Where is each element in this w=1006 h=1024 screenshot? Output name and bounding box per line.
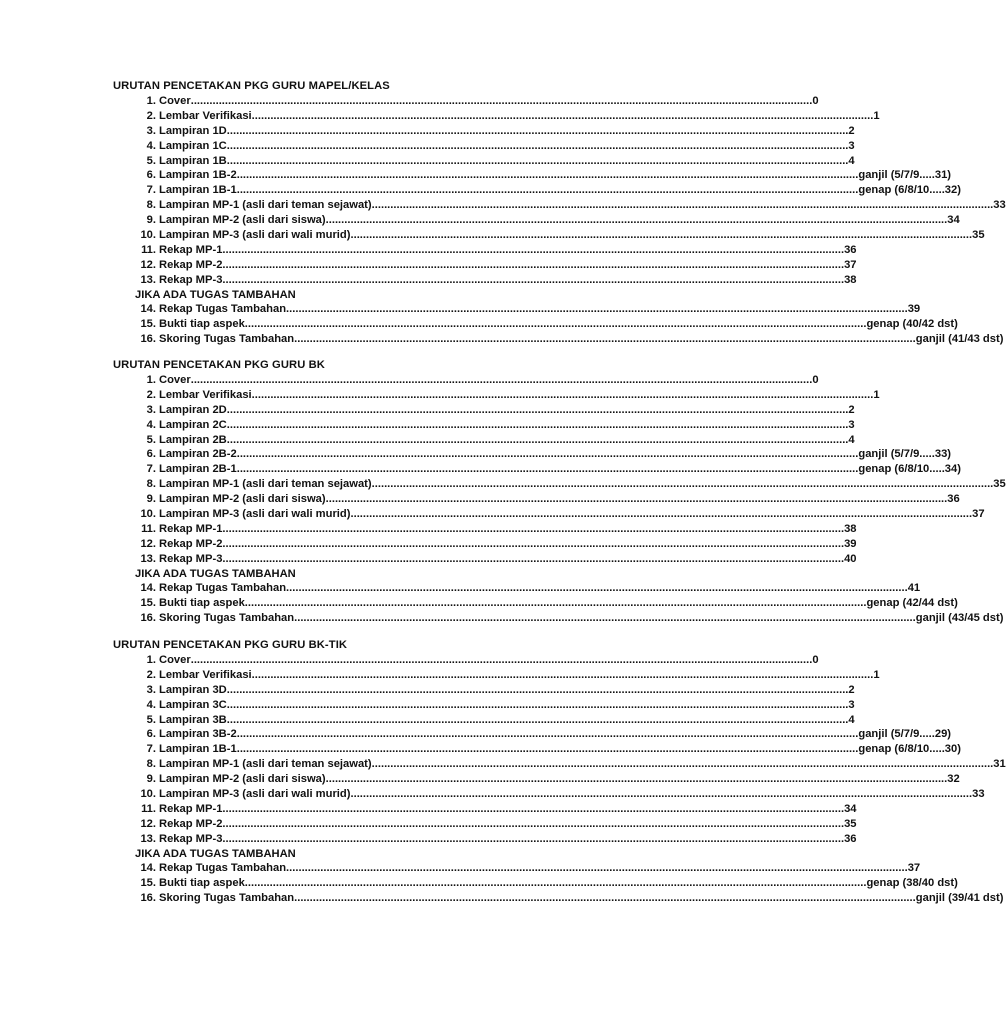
item-number: 2. [146, 388, 156, 401]
item-label: Lampiran MP-2 (asli dari siswa) [159, 493, 326, 506]
item-entry [159, 139, 855, 154]
dot-leader: ........................................................................................................................................................................................................ [244, 597, 867, 610]
item-label: Rekap MP-2 [159, 817, 223, 830]
item-entry [159, 742, 961, 757]
item-page-value: ganjil (39/41 dst) [915, 892, 1004, 905]
item-number: 15. [140, 318, 156, 331]
section-mapel-kelas [113, 79, 1006, 347]
item-entry [159, 757, 1006, 772]
item-label: Lampiran 2B [159, 433, 227, 446]
item-label: Lembar Verifikasi [159, 668, 252, 681]
dot-leader: ........................................................................................................................................................................................................ [226, 713, 849, 726]
dot-leader: ........................................................................................................................................................................................................ [236, 743, 859, 756]
item-page-value: ganjil (41/43 dst) [915, 333, 1004, 346]
item-entry [159, 213, 960, 228]
item-number: 4. [146, 418, 156, 431]
item-number: 6. [146, 169, 156, 182]
item-page-value: 34 [844, 802, 857, 815]
item-label: Rekap Tugas Tambahan [159, 582, 287, 595]
list-item [113, 817, 857, 832]
list-item [113, 462, 961, 477]
item-label: Rekap MP-1 [159, 522, 223, 535]
item-entry [159, 477, 1006, 492]
list-item [113, 183, 961, 198]
dot-leader: ........................................................................................................................................................................................................ [244, 318, 867, 331]
item-label: Rekap MP-3 [159, 552, 223, 565]
list-item [113, 668, 880, 683]
list-item [113, 198, 1006, 213]
dot-leader: ........................................................................................................................................................................................................ [251, 388, 874, 401]
item-entry [159, 433, 855, 448]
dot-leader: ........................................................................................................................................................................................................ [222, 802, 845, 815]
item-page-value: 38 [844, 273, 857, 286]
list-item [113, 683, 855, 698]
item-label: Skoring Tugas Tambahan [159, 612, 295, 625]
item-label: Rekap MP-1 [159, 802, 223, 815]
item-label: Lampiran 1B [159, 154, 227, 167]
item-entry [159, 668, 880, 683]
list-item [113, 124, 855, 139]
item-entry [159, 611, 1004, 626]
item-label: Lampiran 3B [159, 713, 227, 726]
item-page-value: 1 [873, 388, 880, 401]
list-item [113, 537, 857, 552]
item-label: Rekap MP-3 [159, 832, 223, 845]
list-item [113, 302, 921, 317]
item-page-value: ganjil (5/7/9.....31) [858, 169, 952, 182]
item-label: Lampiran 3D [159, 683, 227, 696]
section-bk-tik [113, 638, 1006, 906]
item-label: Lampiran 1C [159, 139, 227, 152]
item-number: 7. [146, 184, 156, 197]
dot-leader: ........................................................................................................................................................................................................ [294, 612, 916, 625]
list-item [113, 698, 855, 713]
item-number: 10. [140, 508, 156, 521]
item-number: 15. [140, 597, 156, 610]
item-number: 16. [140, 333, 156, 346]
item-number: 11. [141, 522, 156, 535]
item-label: Lampiran 3B-2 [159, 728, 237, 741]
list-item [113, 757, 1006, 772]
item-page-value: ganjil (5/7/9.....33) [858, 448, 952, 461]
item-label: Lampiran 2C [159, 418, 227, 431]
item-entry [159, 154, 855, 169]
dot-leader: ........................................................................................................................................................................................................ [325, 773, 948, 786]
item-number: 14. [140, 582, 156, 595]
item-entry [159, 317, 958, 332]
dot-leader: ........................................................................................................................................................................................................ [236, 184, 859, 197]
item-number: 16. [140, 892, 156, 905]
dot-leader: ........................................................................................................................................................................................................ [226, 683, 849, 696]
dot-leader: ........................................................................................................................................................................................................ [222, 832, 845, 845]
list-item [113, 332, 1004, 347]
item-number: 15. [140, 877, 156, 890]
item-page-value: 32 [947, 773, 960, 786]
dot-leader: ........................................................................................................................................................................................................ [350, 229, 973, 242]
item-page-value: 36 [844, 243, 857, 256]
item-number: 9. [146, 214, 156, 227]
item-label: Lampiran MP-3 (asli dari wali murid) [159, 788, 351, 801]
item-label: Lampiran 1D [159, 124, 227, 137]
item-page-value: 4 [848, 433, 855, 446]
item-label: Cover [159, 654, 191, 666]
dot-leader: ........................................................................................................................................................................................................ [294, 333, 916, 346]
item-page-value: 4 [848, 713, 855, 726]
dot-leader: ........................................................................................................................................................................................................ [236, 463, 859, 476]
item-entry [159, 198, 1006, 213]
item-page-value: 2 [848, 403, 855, 416]
dot-leader: ........................................................................................................................................................................................................ [236, 169, 859, 182]
dot-leader: ........................................................................................................................................................................................................ [325, 214, 948, 227]
item-page-value: 3 [848, 139, 855, 152]
list-item [113, 492, 960, 507]
dot-leader: ........................................................................................................................................................................................................ [371, 478, 994, 491]
item-number: 3. [146, 124, 156, 137]
item-page-value: 36 [947, 493, 960, 506]
item-number: 16. [140, 612, 156, 625]
item-number: 4. [146, 139, 156, 152]
item-number: 12. [140, 817, 156, 830]
list-item [113, 713, 855, 728]
list-item [113, 611, 1004, 626]
item-entry [159, 891, 1004, 906]
item-page-value: 37 [972, 508, 985, 521]
list-item [113, 418, 855, 433]
item-entry [159, 596, 958, 611]
section-bk [113, 358, 1006, 626]
item-label: Cover [159, 95, 191, 107]
item-entry [159, 94, 819, 109]
item-number: 12. [140, 537, 156, 550]
item-number: 10. [140, 229, 156, 242]
list-item [113, 403, 855, 418]
list-item [113, 653, 819, 668]
dot-leader: ........................................................................................................................................................................................................ [226, 154, 849, 167]
item-entry [159, 861, 921, 876]
item-label: Lampiran 2D [159, 403, 227, 416]
item-label: Lampiran MP-1 (asli dari teman sejawat) [159, 199, 372, 212]
item-label: Skoring Tugas Tambahan [159, 333, 295, 346]
item-entry [159, 302, 921, 317]
list-item [113, 477, 1006, 492]
item-number: 14. [140, 862, 156, 875]
dot-leader: ........................................................................................................................................................................................................ [350, 788, 973, 801]
item-page-value: 3 [848, 698, 855, 711]
dot-leader: ........................................................................................................................................................................................................ [371, 758, 994, 771]
item-number: 7. [146, 463, 156, 476]
item-number: 3. [146, 403, 156, 416]
list-item [113, 243, 857, 258]
list-item [113, 139, 855, 154]
item-entry [159, 683, 855, 698]
dot-leader: ........................................................................................................................................................................................................ [222, 817, 845, 830]
dot-leader: ........................................................................................................................................................................................................ [236, 728, 859, 741]
item-number: 13. [140, 832, 156, 845]
item-number: 2. [146, 109, 156, 122]
item-page-value: 41 [907, 582, 921, 595]
item-entry [159, 243, 857, 258]
dot-leader: ........................................................................................................................................................................................................ [226, 698, 849, 711]
item-entry [159, 698, 855, 713]
item-label: Skoring Tugas Tambahan [159, 892, 295, 905]
item-entry [159, 492, 960, 507]
item-label: Rekap MP-2 [159, 537, 223, 550]
item-entry [159, 653, 819, 668]
item-entry [159, 332, 1004, 347]
item-label: Lembar Verifikasi [159, 109, 252, 122]
item-number: 11. [141, 243, 156, 256]
subheading: JIKA ADA TUGAS TAMBAHAN [135, 288, 296, 301]
item-page-value: ganjil (43/45 dst) [915, 612, 1004, 625]
dot-leader: ........................................................................................................................................................................................................ [251, 668, 874, 681]
item-entry [159, 802, 857, 817]
dot-leader: ........................................................................................................................................................................................................ [236, 448, 859, 461]
item-label: Lampiran MP-3 (asli dari wali murid) [159, 229, 351, 242]
list-item [113, 522, 857, 537]
item-entry [159, 817, 857, 832]
list-item [113, 876, 958, 891]
item-number: 8. [146, 478, 156, 491]
item-page-value: 1 [873, 109, 880, 122]
list-item [113, 168, 952, 183]
item-number: 5. [146, 154, 156, 167]
dot-leader: ........................................................................................................................................................................................................ [190, 654, 813, 666]
list-item [113, 94, 819, 109]
list-item [113, 447, 952, 462]
dot-leader: ........................................................................................................................................................................................................ [222, 552, 845, 565]
dot-leader: ........................................................................................................................................................................................................ [190, 95, 813, 107]
list-item [113, 787, 985, 802]
item-page-value: 2 [848, 683, 855, 696]
dot-leader: ........................................................................................................................................................................................................ [226, 418, 849, 431]
item-label: Rekap MP-3 [159, 273, 223, 286]
item-number: 13. [140, 273, 156, 286]
dot-leader: ........................................................................................................................................................................................................ [325, 493, 948, 506]
item-entry [159, 462, 961, 477]
item-page-value: genap (40/42 dst) [866, 318, 958, 331]
item-label: Lampiran MP-2 (asli dari siswa) [159, 773, 326, 786]
item-number: 9. [146, 493, 156, 506]
item-entry [159, 168, 952, 183]
list-item [113, 388, 880, 403]
dot-leader: ........................................................................................................................................................................................................ [226, 124, 849, 137]
item-page-value: 39 [844, 537, 857, 550]
item-label: Lampiran 3C [159, 698, 227, 711]
subheading: JIKA ADA TUGAS TAMBAHAN [135, 847, 296, 860]
section-title: URUTAN PENCETAKAN PKG GURU BK-TIK [113, 639, 348, 651]
dot-leader: ........................................................................................................................................................................................................ [371, 199, 994, 212]
item-page-value: 0 [812, 654, 819, 666]
item-page-value: 1 [873, 668, 880, 681]
list-item [113, 727, 952, 742]
dot-leader: ........................................................................................................................................................................................................ [226, 139, 849, 152]
item-page-value: 4 [848, 154, 855, 167]
list-item [113, 891, 1004, 906]
item-number: 4. [146, 698, 156, 711]
item-page-value: 35 [972, 229, 985, 242]
item-entry [159, 373, 819, 388]
list-item [113, 772, 960, 787]
dot-leader: ........................................................................................................................................................................................................ [222, 522, 845, 535]
item-entry [159, 537, 857, 552]
item-page-value: 37 [844, 258, 857, 271]
item-number: 6. [146, 728, 156, 741]
item-page-value: 38 [844, 522, 857, 535]
list-item [113, 581, 921, 596]
item-page-value: 37 [907, 862, 921, 875]
item-page-value: 33 [972, 788, 985, 801]
list-item [113, 258, 857, 273]
section-title: URUTAN PENCETAKAN PKG GURU BK [113, 359, 325, 371]
list-item [113, 109, 880, 124]
item-page-value: 39 [907, 303, 921, 316]
item-entry [159, 228, 985, 243]
item-page-value: 35 [844, 817, 857, 830]
list-item [113, 507, 985, 522]
dot-leader: ........................................................................................................................................................................................................ [286, 862, 908, 875]
item-label: Lampiran MP-2 (asli dari siswa) [159, 214, 326, 227]
item-label: Rekap MP-1 [159, 243, 223, 256]
item-entry [159, 418, 855, 433]
item-label: Lampiran 1B-1 [159, 184, 237, 197]
item-page-value: genap (38/40 dst) [866, 877, 958, 890]
subheading: JIKA ADA TUGAS TAMBAHAN [135, 567, 296, 580]
dot-leader: ........................................................................................................................................................................................................ [222, 243, 845, 256]
dot-leader: ........................................................................................................................................................................................................ [190, 374, 813, 386]
item-label: Bukti tiap aspek [159, 318, 245, 331]
list-item [113, 596, 958, 611]
list-item [113, 802, 857, 817]
item-number: 12. [140, 258, 156, 271]
list-item [113, 154, 855, 169]
item-page-value: 0 [812, 374, 819, 386]
dot-leader: ........................................................................................................................................................................................................ [226, 403, 849, 416]
item-entry [159, 832, 857, 847]
dot-leader: ........................................................................................................................................................................................................ [226, 433, 849, 446]
item-number: 2. [146, 668, 156, 681]
item-label: Lampiran MP-3 (asli dari wali murid) [159, 508, 351, 521]
item-entry [159, 403, 855, 418]
list-item [113, 317, 958, 332]
item-page-value: 0 [812, 95, 819, 107]
item-label: Rekap MP-2 [159, 258, 223, 271]
dot-leader: ........................................................................................................................................................................................................ [244, 877, 867, 890]
item-number: 5. [146, 713, 156, 726]
item-label: Lampiran 2B-1 [159, 463, 237, 476]
item-label: Rekap Tugas Tambahan [159, 862, 287, 875]
list-item [113, 373, 819, 388]
item-entry [159, 581, 921, 596]
item-entry [159, 124, 855, 139]
item-number: 7. [146, 743, 156, 756]
item-entry [159, 447, 952, 462]
item-page-value: genap (6/8/10.....30) [858, 743, 961, 756]
dot-leader: ........................................................................................................................................................................................................ [350, 508, 973, 521]
item-label: Cover [159, 374, 191, 386]
list-item [113, 228, 985, 243]
item-number: 5. [146, 433, 156, 446]
item-entry [159, 183, 961, 198]
dot-leader: ........................................................................................................................................................................................................ [222, 273, 845, 286]
item-label: Lampiran MP-1 (asli dari teman sejawat) [159, 758, 372, 771]
list-item [113, 552, 857, 567]
item-label: Lembar Verifikasi [159, 388, 252, 401]
item-number: 1. [146, 95, 156, 107]
item-page-value: genap (6/8/10.....34) [858, 463, 961, 476]
item-number: 10. [140, 788, 156, 801]
item-label: Bukti tiap aspek [159, 877, 245, 890]
item-label: Lampiran MP-1 (asli dari teman sejawat) [159, 478, 372, 491]
dot-leader: ........................................................................................................................................................................................................ [222, 258, 845, 271]
item-entry [159, 727, 952, 742]
item-entry [159, 713, 855, 728]
item-entry [159, 772, 960, 787]
item-label: Lampiran 1B-2 [159, 169, 237, 182]
item-number: 3. [146, 683, 156, 696]
item-number: 9. [146, 773, 156, 786]
dot-leader: ........................................................................................................................................................................................................ [294, 892, 916, 905]
item-page-value: 3 [848, 418, 855, 431]
item-number: 13. [140, 552, 156, 565]
item-entry [159, 507, 985, 522]
list-item [113, 273, 857, 288]
item-page-value: 31 [993, 758, 1006, 771]
item-page-value: 40 [844, 552, 857, 565]
item-label: Lampiran 1B-1 [159, 743, 237, 756]
item-label: Rekap Tugas Tambahan [159, 303, 287, 316]
item-entry [159, 273, 857, 288]
dot-leader: ........................................................................................................................................................................................................ [286, 303, 908, 316]
list-item [113, 433, 855, 448]
list-item [113, 861, 921, 876]
item-number: 1. [146, 374, 156, 386]
item-number: 8. [146, 199, 156, 212]
item-number: 11. [141, 802, 156, 815]
item-page-value: ganjil (5/7/9.....29) [858, 728, 952, 741]
section-title: URUTAN PENCETAKAN PKG GURU MAPEL/KELAS [113, 80, 390, 92]
dot-leader: ........................................................................................................................................................................................................ [251, 109, 874, 122]
item-page-value: 35 [993, 478, 1006, 491]
item-number: 14. [140, 303, 156, 316]
item-entry [159, 522, 857, 537]
item-number: 8. [146, 758, 156, 771]
item-number: 1. [146, 654, 156, 666]
item-page-value: 34 [947, 214, 960, 227]
dot-leader: ........................................................................................................................................................................................................ [222, 537, 845, 550]
item-number: 6. [146, 448, 156, 461]
list-item [113, 742, 961, 757]
item-label: Lampiran 2B-2 [159, 448, 237, 461]
item-page-value: genap (6/8/10.....32) [858, 184, 961, 197]
item-entry [159, 876, 958, 891]
item-entry [159, 258, 857, 273]
item-label: Bukti tiap aspek [159, 597, 245, 610]
item-entry [159, 388, 880, 403]
item-page-value: genap (42/44 dst) [866, 597, 958, 610]
item-page-value: 36 [844, 832, 857, 845]
dot-leader: ........................................................................................................................................................................................................ [286, 582, 908, 595]
item-entry [159, 552, 857, 567]
list-item [113, 213, 960, 228]
item-entry [159, 109, 880, 124]
item-page-value: 2 [848, 124, 855, 137]
item-page-value: 33 [993, 199, 1006, 212]
item-entry [159, 787, 985, 802]
list-item [113, 832, 857, 847]
